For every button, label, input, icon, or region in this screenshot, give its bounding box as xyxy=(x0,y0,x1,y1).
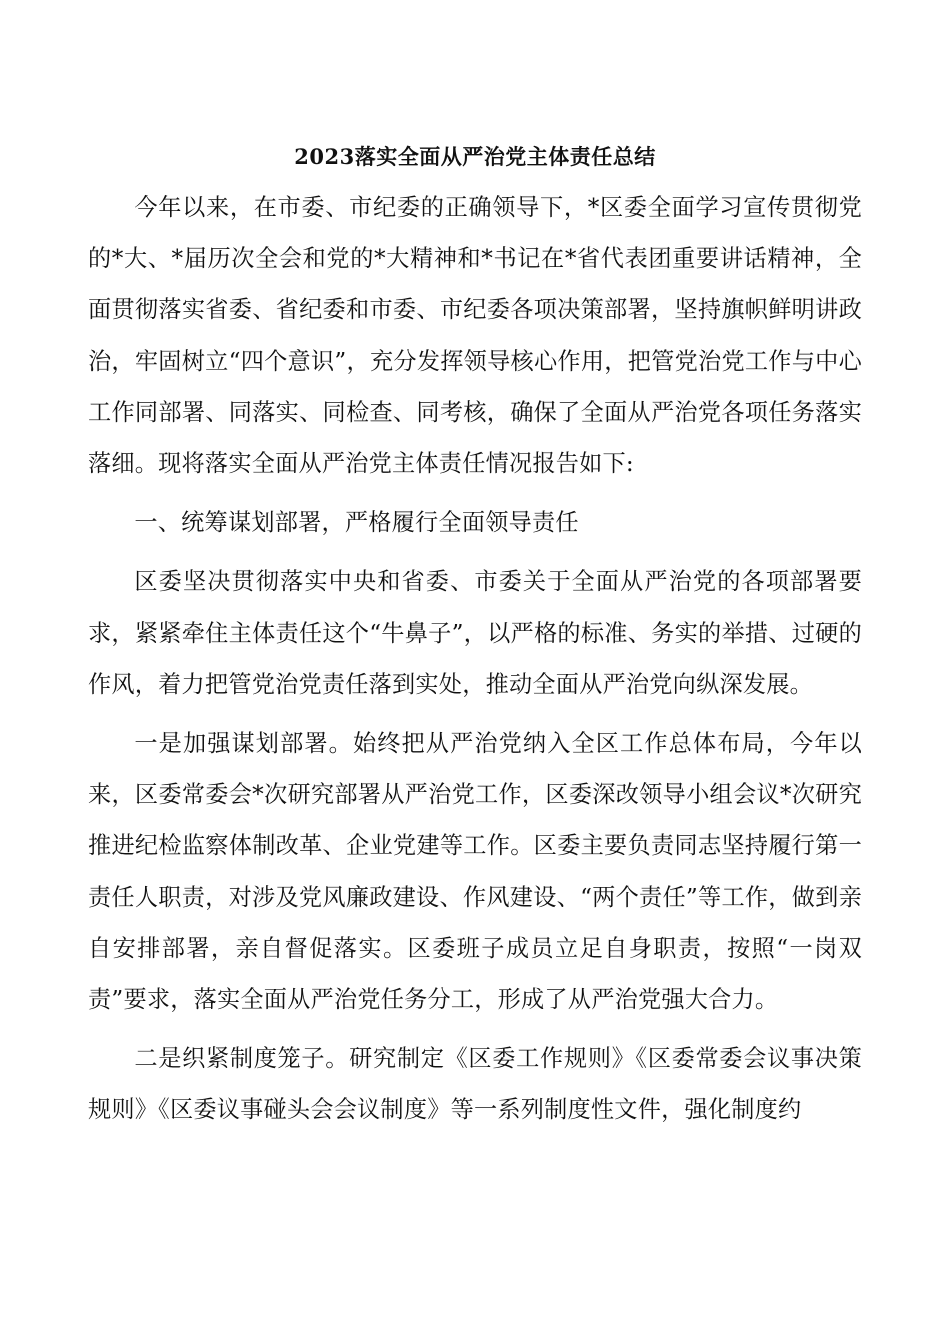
paragraph-gap xyxy=(88,710,862,718)
section-1-paragraph: 区委坚决贯彻落实中央和省委、市委关于全面从严治党的各项部署要求，紧紧牵住主体责任这个“牛鼻子”，以严格的标准、务实的举措、过硬的作风，着力把管党治党责任落到实处，推动全面从严治党向纵深发展。 xyxy=(88,568,862,698)
paragraph-gap xyxy=(88,1025,862,1033)
paragraph-gap xyxy=(88,489,862,497)
document-page xyxy=(88,132,862,1136)
document-title: 2023落实全面从严治党主体责任总结 xyxy=(294,144,656,169)
point-2-paragraph: 二是织紧制度笼子。研究制定《区委工作规则》《区委常委会议事决策规则》《区委议事碰头会会议制度》等一系列制度性文件，强化制度约 xyxy=(88,1045,862,1124)
section-heading-1: 一、统筹谋划部署，严格履行全面领导责任 xyxy=(134,509,579,537)
point-1-paragraph: 一是加强谋划部署。始终把从严治党纳入全区工作总体布局，今年以来，区委常委会*次研究部署从严治党工作，区委深改领导小组会议*次研究推进纪检监察体制改革、企业党建等工作。区委主要负责同志坚持履行第一责任人职责，对涉及党风廉政建设、作风建设、“两个责任”等工作，做到亲自安排部署，亲自督促落实。区委班子成员立足自身职责，按照“一岗双责”要求，落实全面从严治党任务分工，形成了从严治党强大合力。 xyxy=(88,730,862,1014)
paragraph-gap xyxy=(88,548,862,556)
intro-paragraph: 今年以来，在市委、市纪委的正确领导下，*区委全面学习宣传贯彻党的*大、*届历次全会和党的*大精神和*书记在*省代表团重要讲话精神，全面贯彻落实省委、省纪委和市委、市纪委各项决策部署，坚持旗帜鲜明讲政治，牢固树立“四个意识”，充分发挥领导核心作用，把管党治党工作与中心工作同部署、同落实、同检查、同考核，确保了全面从严治党各项任务落实落细。现将落实全面从严治党主体责任情况报告如下: xyxy=(88,194,862,478)
